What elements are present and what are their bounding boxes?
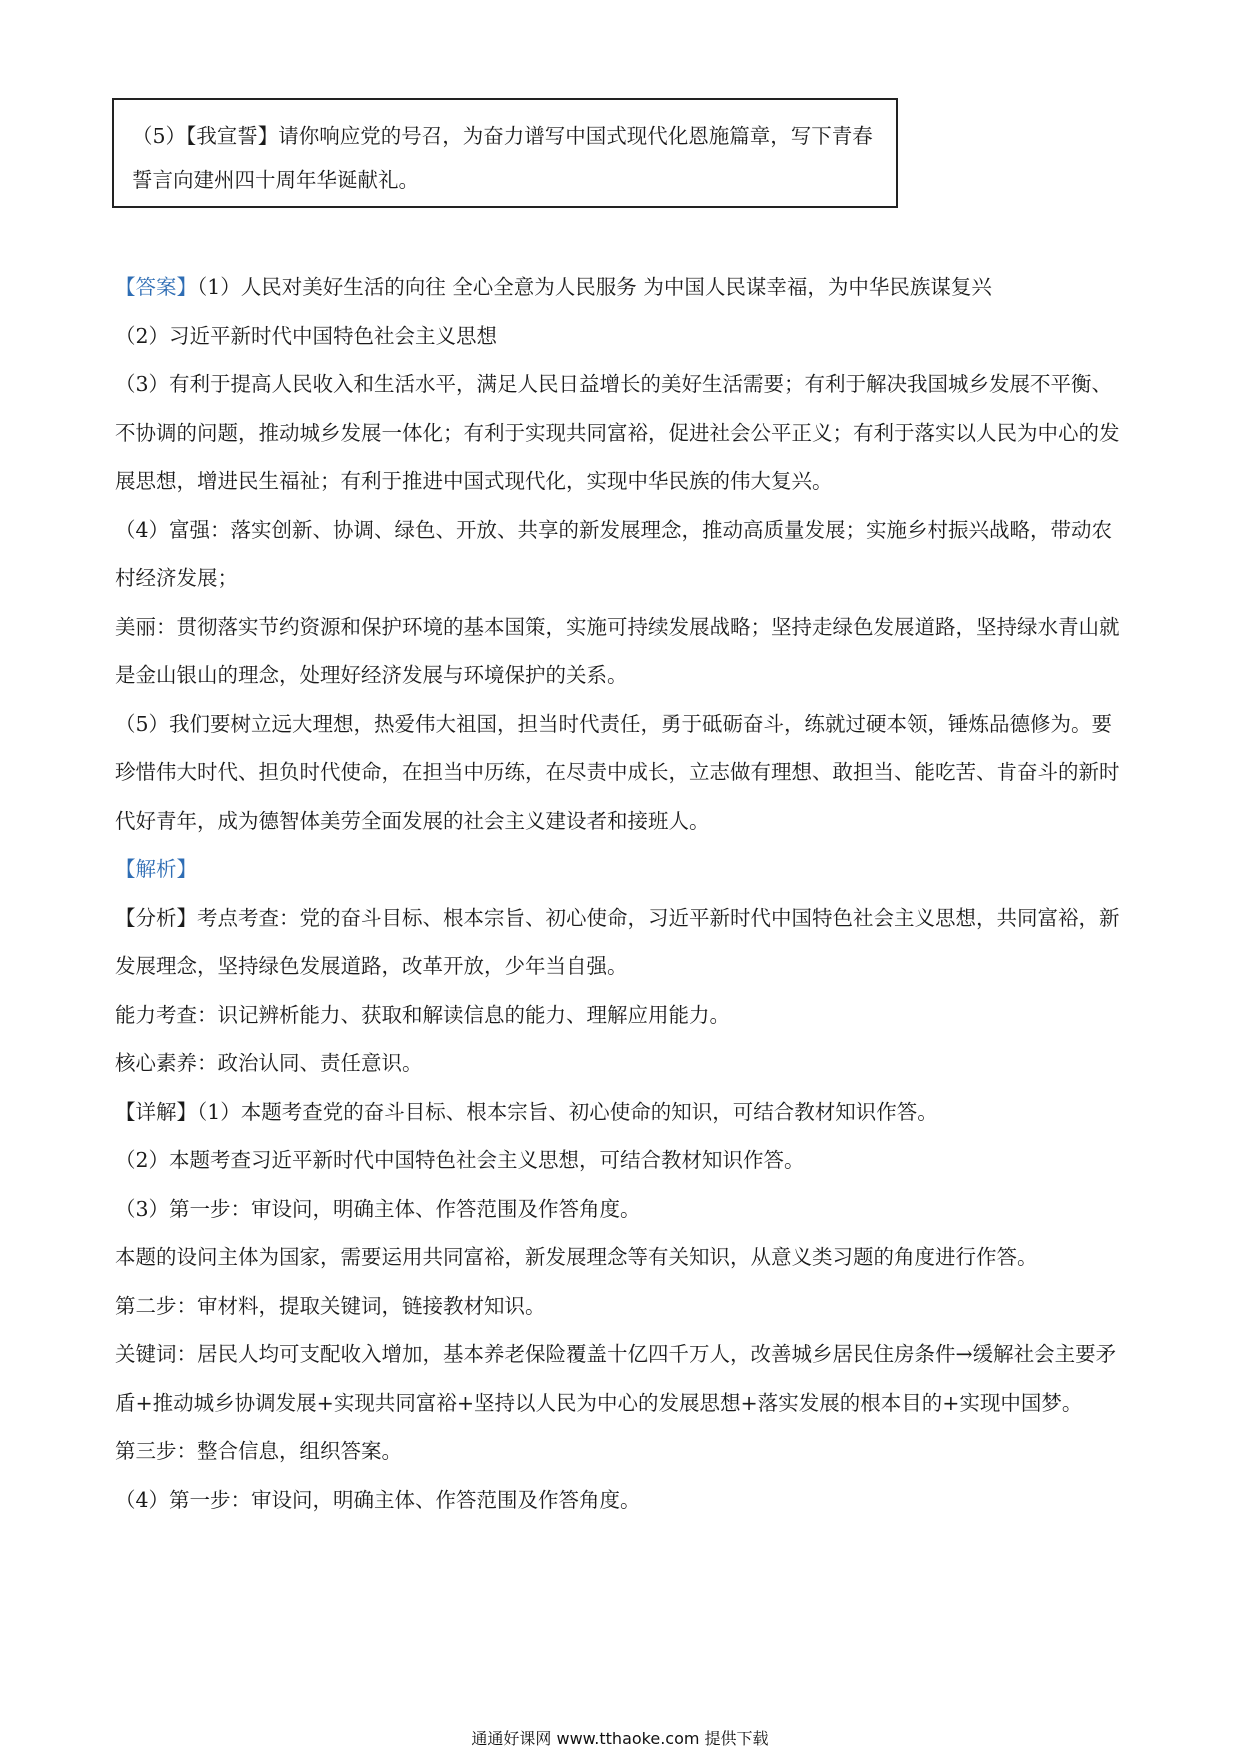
- question-box: [112, 98, 898, 208]
- answer-q5: （5）我们要树立远大理想，热爱伟大祖国，担当时代责任，勇于砥砺奋斗，练就过硬本领，锤炼品德修为。要珍惜伟大时代、担负时代使命，在担当中历练，在尽责中成长，立志做有理想、敢担当、能吃苦、肯奋斗的新时代好青年，成为德智体美劳全面发展的社会主义建设者和接班人。: [115, 711, 1120, 833]
- answer-q1-text: （1）人民对美好生活的向往 全心全意为人民服务 为中国人民谋幸福，为中华民族谋复兴: [197, 275, 992, 299]
- detail-3-step2: 第二步：审材料，提取关键词，链接教材知识。: [115, 1293, 546, 1318]
- analysis-fenxi: 【分析】考点考查：党的奋斗目标、根本宗旨、初心使命，习近平新时代中国特色社会主义思想，共同富裕，新发展理念，坚持绿色发展道路，改革开放，少年当自强。: [115, 905, 1120, 978]
- answer-analysis-section: [115, 263, 1130, 1524]
- answer-q1: [115, 263, 1130, 312]
- answer-tag: 【答案】: [115, 275, 197, 299]
- detail-3-subject: 本题的设问主体为国家，需要运用共同富裕，新发展理念等有关知识，从意义类习题的角度进行作答。: [115, 1245, 1038, 1269]
- answer-q3: （3）有利于提高人民收入和生活水平，满足人民日益增长的美好生活需要；有利于解决我国城乡发展不平衡、不协调的问题，推动城乡发展一体化；有利于实现共同富裕，促进社会公平正义；有利于落实以人民为中心的发展思想，增进民生福祉；有利于推进中国式现代化，实现中华民族的伟大复兴。: [115, 372, 1120, 493]
- detail-3-keywords: 关键词：居民人均可支配收入增加，基本养老保险覆盖十亿四千万人，改善城乡居民住房条件→缓解社会主要矛盾+推动城乡协调发展+实现共同富裕+坚持以人民为中心的发展思想+落实发展的根本目的+实现中国梦。: [115, 1342, 1117, 1415]
- analysis-tag: 【解析】: [115, 857, 197, 881]
- detail-3-step3: 第三步：整合信息，组织答案。: [115, 1439, 402, 1463]
- answer-q4-beautiful: 美丽：贯彻落实节约资源和保护环境的基本国策，实施可持续发展战略；坚持走绿色发展道路，坚持绿水青山就是金山银山的理念，处理好经济发展与环境保护的关系。: [115, 614, 1120, 687]
- detail-1: 【详解】（1）本题考查党的奋斗目标、根本宗旨、初心使命的知识，可结合教材知识作答。: [115, 1099, 938, 1124]
- answer-q2: （2）习近平新时代中国特色社会主义思想: [115, 323, 498, 348]
- analysis-core: 核心素养：政治认同、责任意识。: [115, 1051, 423, 1075]
- analysis-ability: 能力考查：识记辨析能力、获取和解读信息的能力、理解应用能力。: [115, 1002, 730, 1027]
- detail-2: （2）本题考查习近平新时代中国特色社会主义思想，可结合教材知识作答。: [115, 1148, 805, 1172]
- question-prompt: （5）【我宣誓】请你响应党的号召，为奋力谱写中国式现代化恩施篇章，写下青春誓言向建州四十周年华诞献礼。: [132, 124, 873, 192]
- answer-q4-rich: （4）富强：落实创新、协调、绿色、开放、共享的新发展理念，推动高质量发展；实施乡村振兴战略，带动农村经济发展；: [115, 517, 1113, 590]
- footer-watermark: 通通好课网 www.tthaoke.com 提供下载: [471, 1729, 769, 1748]
- detail-4-step1: （4）第一步：审设问，明确主体、作答范围及作答角度。: [115, 1487, 641, 1512]
- detail-3-step1: （3）第一步：审设问，明确主体、作答范围及作答角度。: [115, 1196, 641, 1221]
